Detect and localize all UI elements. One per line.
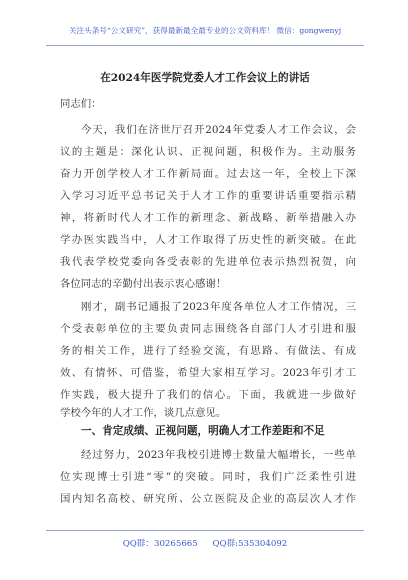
body-line: 学校今年的人才工作，谈几点意见。 <box>60 407 227 419</box>
body-line: 作实践，极大提升了我们的信心。下面，我就进一步做好 <box>60 389 356 401</box>
body-line: 务的相关工作，进行了经验交流，有思路、有做法、有成 <box>60 345 356 357</box>
section-heading: 一、肯定成绩、正视问题，明确人才工作差距和不足 <box>81 425 325 437</box>
body-line: 学办医实践当中，人才工作取得了历史性的新突破。在此 <box>60 234 356 246</box>
footer-divider <box>46 530 364 531</box>
body-line: 入学习习近平总书记关于人才工作的重要讲话重要指示精 <box>60 190 356 202</box>
body-line: 神，将新时代人才工作的新理念、新战略、新举措融入办 <box>60 212 356 224</box>
salutation: 同志们： <box>60 98 102 110</box>
body-line: 位实现博士引进“零”的突破。同时，我们广泛柔性引进 <box>60 471 356 483</box>
header-banner: 关注头条号“公文研究”，获得最新最全最专业的公文资料库！ 微信：gongwenyj <box>68 26 342 35</box>
document-title: 在2024年医学院党委人才工作会议上的讲话 <box>100 72 310 84</box>
body-line: 刚才，副书记通报了2023年度各单位人才工作情况，三 <box>81 301 356 313</box>
body-line: 我代表学校党委向各受表彰的先进单位表示热烈祝贺，向 <box>60 256 356 268</box>
body-line: 经过努力，2023年我校引进博士数量大幅增长，一些单 <box>81 449 356 461</box>
header-divider <box>46 45 364 46</box>
body-line: 各位同志的辛勤付出表示衷心感谢！ <box>60 278 227 290</box>
body-line: 今天，我们在济世厅召开2024年党委人才工作会议，会 <box>81 124 356 136</box>
body-line: 议的主题是：深化认识、正视问题，积极作为。主动服务 <box>60 146 356 158</box>
body-line: 个受表彰单位的主要负责同志围绕各自部门人才引进和服 <box>60 323 356 335</box>
body-line: 国内知名高校、研究所、公立医院及企业的高层次人才作 <box>60 493 356 505</box>
footer <box>60 538 350 550</box>
body-line: 效、有情怀、可借鉴，希望大家相互学习。2023年引才工 <box>60 367 356 379</box>
body-line: 奋力开创学校人才工作新局面。过去这一年，全校上下深 <box>60 168 356 180</box>
footer-qq-group-2: QQ群:535304092 <box>212 539 288 549</box>
footer-qq-group-1: QQ群：30265665 <box>122 539 198 549</box>
